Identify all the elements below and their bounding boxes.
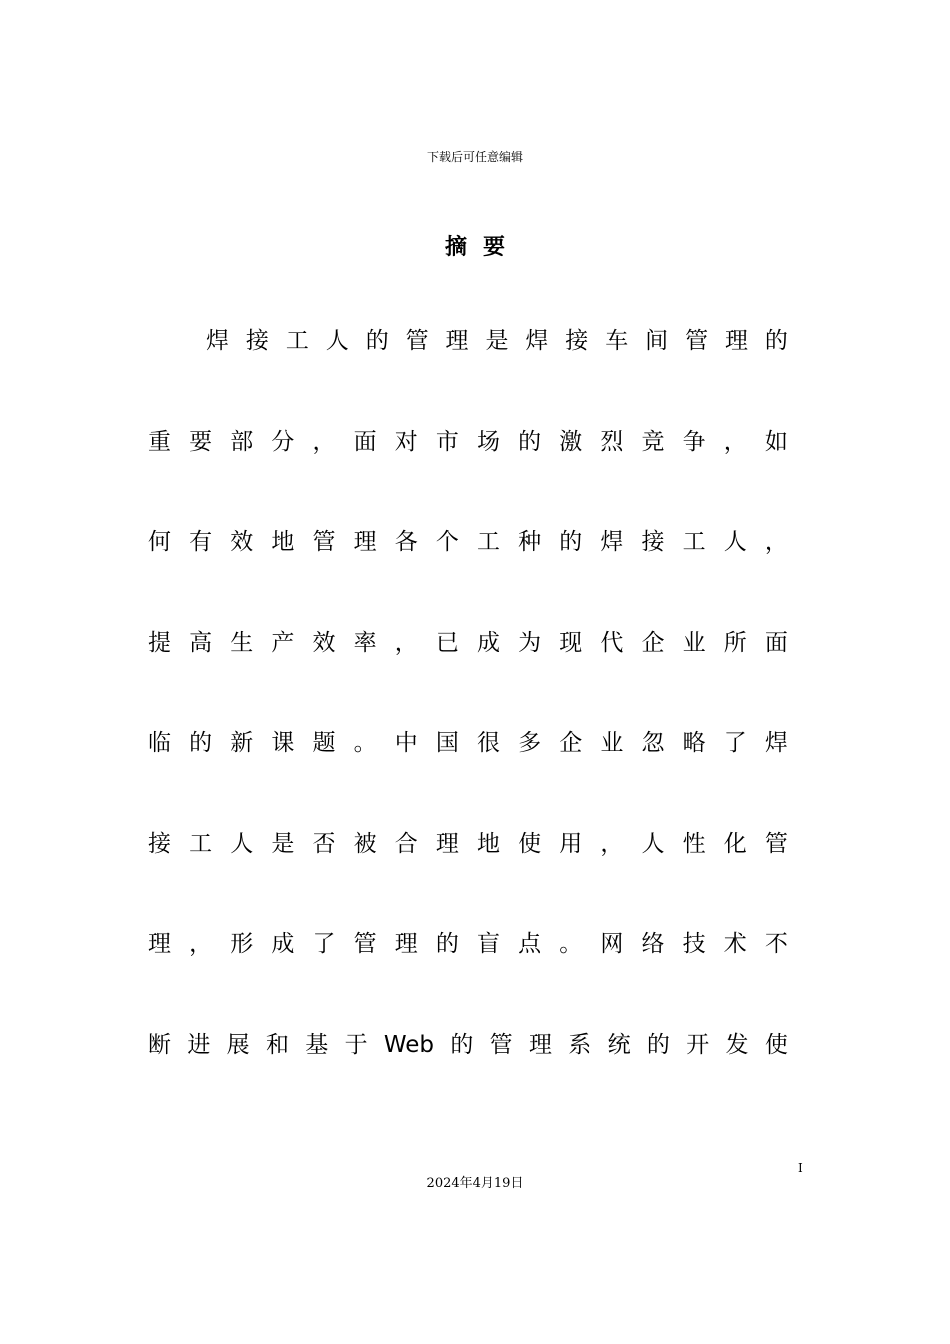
page-header <box>0 149 950 165</box>
footer-date: 2024年4月19日 <box>426 1176 524 1191</box>
abstract-body <box>148 322 788 1126</box>
body-line: 接 工 人 是 否 被 合 理 地 使 用 ， 人 性 化 管 <box>148 830 788 857</box>
body-line: 重 要 部 分 ， 面 对 市 场 的 激 烈 竞 争 ， 如 <box>148 428 788 455</box>
abstract-title: 摘要 <box>444 235 521 260</box>
body-line: 何 有 效 地 管 理 各 个 工 种 的 焊 接 工 人 ， <box>148 529 788 555</box>
page-footer <box>0 1175 950 1193</box>
body-line: 理 ， 形 成 了 管 理 的 盲 点 。 网 络 技 术 不 <box>148 931 788 957</box>
body-line: 提 高 生 产 效 率 ， 已 成 为 现 代 企 业 所 面 <box>148 629 788 656</box>
header-text: 下载后可任意编辑 <box>426 150 523 164</box>
page-number: I <box>798 1161 803 1175</box>
body-line: 焊 接 工 人 的 管 理 是 焊 接 车 间 管 理 的 <box>206 328 788 354</box>
body-line: 临 的 新 课 题 。 中 国 很 多 企 业 忽 略 了 焊 <box>148 730 788 756</box>
body-line: 断 进 展 和 基 于 Web 的 管 理 系 统 的 开 发 使 <box>148 1031 788 1058</box>
